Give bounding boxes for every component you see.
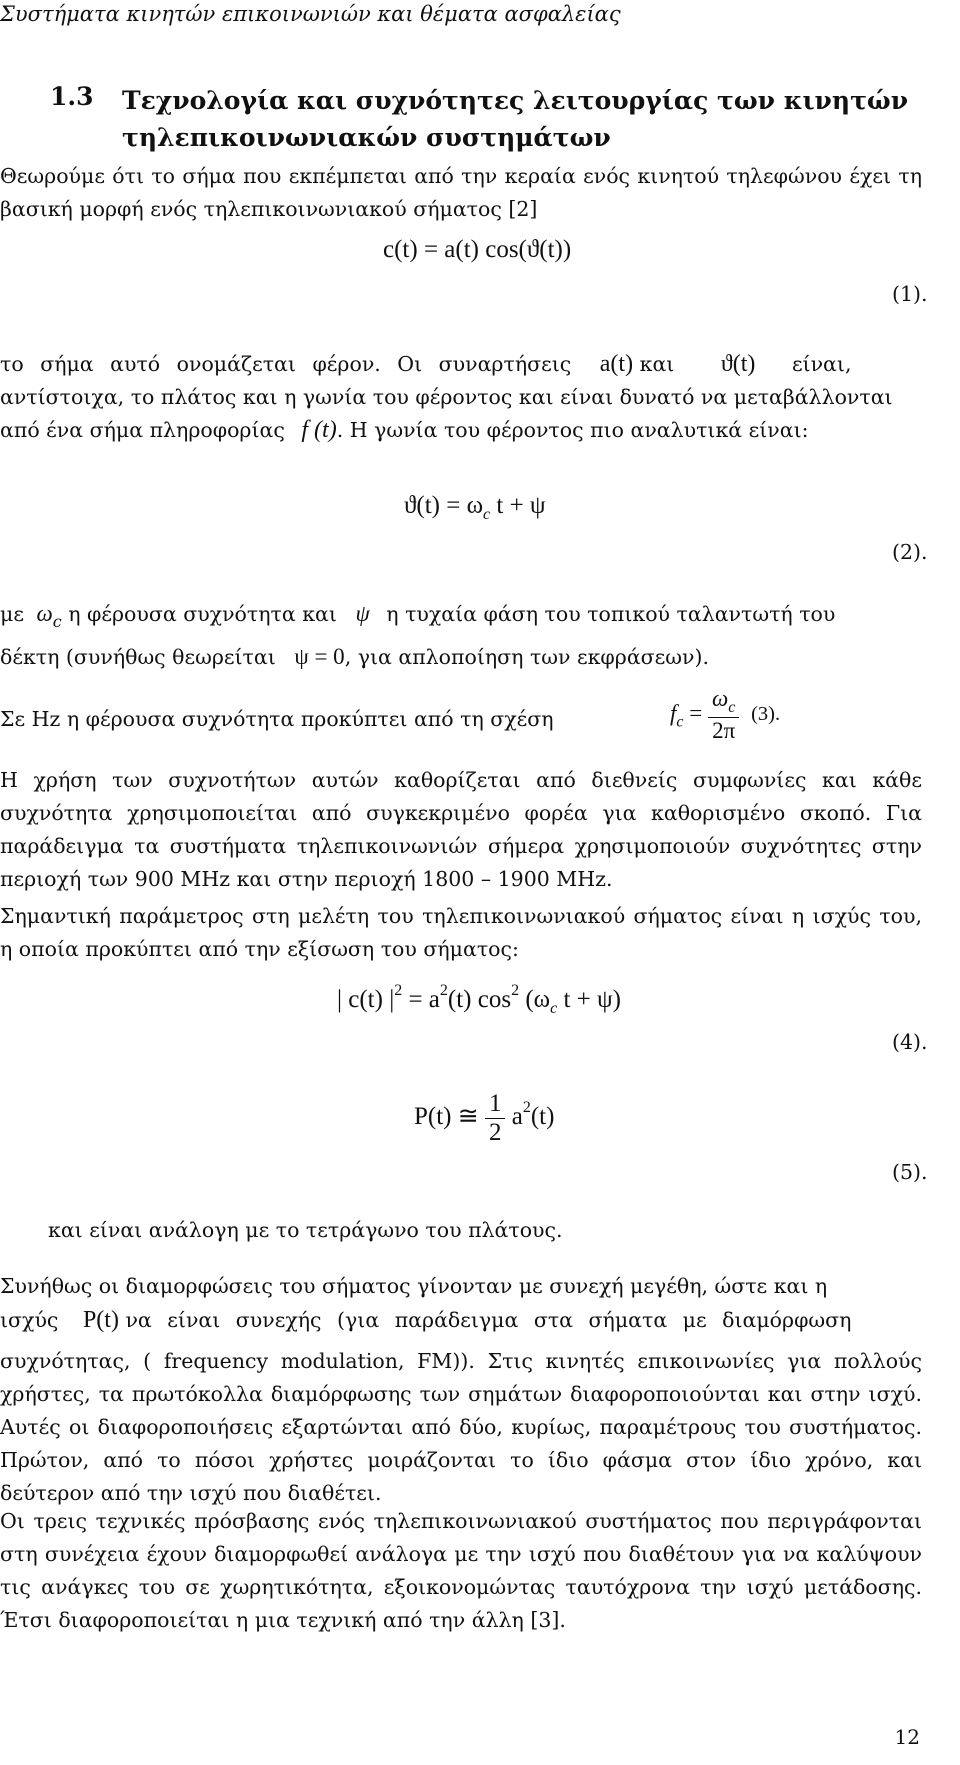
- equation-3-lhs: f: [670, 700, 677, 726]
- equation-4-number: (4).: [892, 1030, 928, 1054]
- equation-4-lhs-exp: 2: [394, 982, 403, 999]
- paragraph-intro: Θεωρούμε ότι το σήμα που εκπέμπεται από την κεραία ενός κινητού τηλεφώνου έχει τη βασική μορφή ενός τηλεπικοινωνιακού σήματος [2]: [0, 164, 922, 221]
- equation-5-lhs: P(t) ≅: [414, 1103, 479, 1131]
- equation-3-fraction: [708, 686, 739, 744]
- equation-2-subscript: c: [483, 506, 491, 523]
- inline-math-info-signal: f (t): [301, 417, 337, 443]
- equation-4-a-exp: 2: [439, 982, 448, 999]
- equation-4: [337, 982, 621, 1018]
- equation-4-cos-exp: 2: [511, 982, 520, 999]
- equation-4-omega: (ω: [525, 986, 551, 1013]
- paragraph-access-techniques: Οι τρεις τεχνικές πρόσβασης ενός τηλεπικοινωνιακού συστήματος που περιγράφονται στη συνέχεια έχουν διαμορφωθεί ανάλογα με την ισχύ που διαθέτουν για να καλύψουν τις ανάγκες του σε χωρητικότητα, εξοικονομώντας ταυτόχρονα την ισχύ μετάδοσης. Έτσι διαφοροποιείται η μια τεχνική από την άλλη [3].: [0, 1509, 922, 1632]
- paragraph-modulation-text-power: ισχύς: [0, 1308, 59, 1332]
- paragraph-phase-text-random: η τυχαία φάση του τοπικού ταλαντωτή του: [386, 602, 836, 626]
- paragraph-carrier-text-and: και: [639, 352, 675, 376]
- equation-2-number: (2).: [892, 540, 928, 564]
- equation-5: [414, 1090, 554, 1147]
- equation-4-cos: (t) cos: [447, 986, 512, 1013]
- equation-2-lhs: ϑ(t) = ω: [404, 492, 484, 519]
- equation-3-lhs-sub: c: [676, 713, 684, 731]
- paragraph-power: Σημαντική παράμετρος στη μελέτη του τηλεπικοινωνιακού σήματος είναι η ισχύς του, η οποία προκύπτει από την εξίσωση του σήματος:: [0, 904, 922, 961]
- equation-4-lhs: | c(t) |: [337, 986, 395, 1013]
- equation-4-a: = a: [408, 986, 440, 1013]
- paragraph-carrier-line-2: αντίστοιχα, το πλάτος και η γωνία του φέροντος και είναι δυνατό να μεταβάλλονται: [0, 385, 893, 409]
- paragraph-carrier-text-a: το σήμα αυτό ονομάζεται φέρον. Οι συναρτήσεις: [0, 352, 572, 376]
- equation-3: [670, 686, 780, 744]
- page-number: 12: [894, 1725, 920, 1749]
- equation-2-rhs: t + ψ: [496, 492, 546, 519]
- paragraph-phase-text-simplify: , για απλοποίηση των εκφράσεων).: [344, 645, 709, 669]
- equation-5-denominator: 2: [488, 1119, 502, 1146]
- paragraph-modulation-line-2: [0, 1304, 922, 1337]
- inline-math-amplitude: a(t): [599, 351, 634, 377]
- equation-1-number: (1).: [892, 282, 928, 306]
- equation-5-fraction: [485, 1090, 506, 1147]
- equation-3-numerator: [708, 686, 739, 718]
- paragraph-phase-text-with: με: [0, 602, 24, 626]
- paragraph-frequencies: Η χρήση των συχνοτήτων αυτών καθορίζεται από διεθνείς συμφωνίες και κάθε συχνότητα χρησιμοποιείται από συγκεκριμένο φορέα για καθορισμένο σκοπό. Για παράδειγμα τα συστήματα τηλεπικοινωνιών σήμερα χρησιμοποιούν συχνότητες στην περιοχή των 900 MHz και στην περιοχή 1800 – 1900 MHz.: [0, 768, 922, 891]
- equation-4-tail: t + ψ): [563, 986, 621, 1013]
- equation-3-number: (3).: [751, 703, 781, 726]
- equation-5-a: a: [511, 1103, 523, 1131]
- paragraph-carrier-text-angle: . Η γωνία του φέροντος πιο αναλυτικά είναι:: [336, 418, 809, 442]
- equation-1-body: c(t) = a(t) cos(ϑ(t)): [383, 236, 572, 263]
- paragraph-hz: [0, 703, 922, 736]
- equation-5-numerator: 1: [485, 1090, 506, 1119]
- paragraph-modulation-text-continuous: να είναι συνεχής (για παράδειγμα στα σήματα με διαμόρφωση: [125, 1308, 852, 1332]
- inline-math-psi: ψ: [355, 601, 370, 626]
- equation-5-number: (5).: [892, 1160, 928, 1184]
- paragraph-phase-text-receiver: δέκτη (συνήθως θεωρείται: [0, 645, 276, 669]
- paragraph-carrier-line-3: [0, 414, 922, 447]
- section-title: Τεχνολογία και συχνότητες λειτουργίας των κινητών τηλεπικοινωνιακών συστημάτων: [122, 86, 909, 152]
- equation-3-omega-sub: c: [728, 699, 736, 716]
- inline-math-power: P(t): [82, 1307, 119, 1333]
- paragraph-proportional: και είναι ανάλογη με το τετράγωνο του πλάτους.: [48, 1218, 563, 1242]
- equation-4-omega-sub: c: [550, 1000, 558, 1017]
- inline-math-psi-zero: ψ = 0: [294, 644, 345, 669]
- equation-2: [404, 492, 546, 524]
- inline-math-omega: ω: [36, 601, 53, 626]
- equation-1: [383, 236, 571, 264]
- inline-math-angle: ϑ(t): [720, 351, 756, 377]
- paragraph-carrier-line-1: [0, 348, 922, 381]
- equation-5-t: (t): [530, 1103, 555, 1131]
- paragraph-phase-line-1: [0, 597, 922, 638]
- equation-5-exp: 2: [522, 1099, 531, 1117]
- paragraph-carrier-text-info: από ένα σήμα πληροφορίας: [0, 418, 285, 442]
- paragraph-modulation-rest: συχνότητας, ( frequency modulation, FM)). Στις κινητές επικοινωνίες για πολλούς χρήστες, τα πρωτόκολλα διαμόρφωσης των σημάτων διαφοροποιούνται και στην ισχύ. Αυτές οι διαφοροποιήσεις εξαρτώνται από δύο, κυρίως, παραμέτρους του συστήματος. Πρώτον, από το πόσοι χρήστες μοιράζονται το ίδιο φάσμα στον ίδιο χρόνο, και δεύτερον από την ισχύ που διαθέτει.: [0, 1349, 922, 1505]
- paragraph-modulation-line-1: Συνήθως οι διαμορφώσεις του σήματος γίνονταν με συνεχή μεγέθη, ώστε και η: [0, 1274, 828, 1298]
- equation-3-denominator: 2π: [712, 718, 736, 743]
- equation-3-omega: ω: [711, 686, 729, 711]
- paragraph-phase-text-carrier: η φέρουσα συχνότητα και: [68, 602, 337, 626]
- inline-math-omega-sub: c: [52, 612, 62, 631]
- paragraph-hz-text: Σε Hz η φέρουσα συχνότητα προκύπτει από τη σχέση: [0, 707, 554, 731]
- equation-3-equals: =: [689, 700, 703, 726]
- running-header: Συστήματα κινητών επικοινωνιών και θέματα ασφαλείας: [0, 2, 621, 26]
- section-number: 1.3: [50, 82, 94, 111]
- paragraph-carrier-text-are: είναι,: [791, 352, 852, 376]
- paragraph-phase-line-2: [0, 640, 922, 674]
